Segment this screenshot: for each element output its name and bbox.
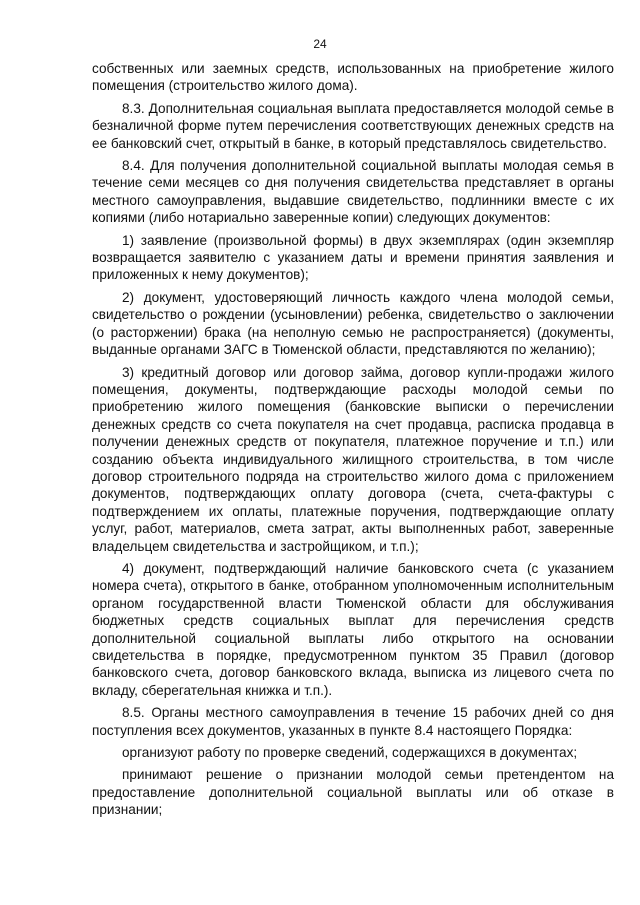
paragraph-decision: принимают решение о признании молодой семьи претендентом на предоставление дополнительной социальной выплаты или об отказе в признании; — [92, 767, 614, 818]
page-body — [92, 60, 614, 824]
list-item-2: 2) документ, удостоверяющий личность каждого члена молодой семьи, свидетельство о рождении (усыновлении) ребенка, свидетельство о заключении (о расторжении) брака (на неполную семью не распространяется) (документы, выданные органами ЗАГС в Тюменской области, представляются по желанию); — [92, 289, 614, 358]
paragraph-8-5: 8.5. Органы местного самоуправления в течение 15 рабочих дней со дня поступления всех документов, указанных в пункте 8.4 настоящего Порядка: — [92, 705, 614, 738]
paragraph-8-3: 8.3. Дополнительная социальная выплата предоставляется молодой семье в безналичной форме путем перечисления соответствующих денежных средств на ее банковский счет, открытый в банке, в который представлялось свидетельство. — [92, 100, 614, 151]
list-item-1: 1) заявление (произвольной формы) в двух экземплярах (один экземпляр возвращается заявителю с указанием даты и времени принятия заявления и приложенных к нему документов); — [92, 232, 614, 283]
paragraph-continuation: собственных или заемных средств, использованных на приобретение жилого помещения (строительство жилого дома). — [92, 61, 614, 94]
list-item-4: 4) документ, подтверждающий наличие банковского счета (с указанием номера счета), открытого в банке, отобранном уполномоченным исполнительным органом государственной власти Тюменской области для обслуживания бюджетных средств социальных выплат для перечисления средств дополнительной социальной выплаты либо открытого на основании свидетельства в порядке, предусмотренном пунктом 35 Правил (договор банковского счета, договор банковского вклада, выписка из лицевого счета по вкладу, сберегательная книжка и т.п.). — [92, 560, 614, 698]
paragraph-8-4: 8.4. Для получения дополнительной социальной выплаты молодая семья в течение семи месяцев со дня получения свидетельства представляет в органы местного самоуправления, выдавшие свидетельство, подлинники вместе с их копиями (либо нотариально заверенные копии) следующих документов: — [92, 158, 614, 226]
list-item-3: 3) кредитный договор или договор займа, договор купли-продажи жилого помещения, документы, подтверждающие расходы молодой семьи по приобретению жилого помещения (банковские выписки о перечислении денежных средств со счета покупателя на счет продавца, расписка продавца в получении денежных средств от покупателя, платежное поручение и т.п.) или созданию объекта индивидуального жилищного строительства, в том числе договор строительного подряда на строительство жилого дома с приложением документов, подтверждающих оплату договора (счета, счета-фактуры с подтверждением их оплаты, платежные поручения, подтверждающие оплату услуг, работ, материалов, смета затрат, акты выполненных работ, заверенные владельцем свидетельства и застройщиком, и т.п.); — [92, 364, 614, 554]
page-number: 24 — [313, 37, 327, 51]
paragraph-organize: организуют работу по проверке сведений, содержащихся в документах; — [122, 745, 578, 761]
